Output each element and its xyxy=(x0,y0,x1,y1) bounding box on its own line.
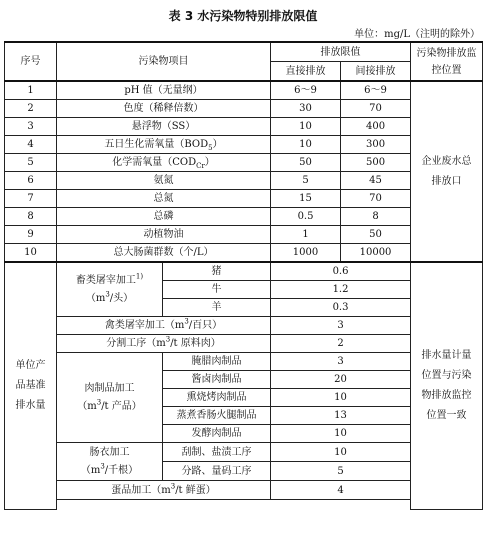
row-direct: 10 xyxy=(271,136,341,154)
row-no: 6 xyxy=(5,172,57,190)
row-item: 悬浮物（SS） xyxy=(57,118,271,136)
casing-value: 10 xyxy=(271,443,411,462)
row-direct: 50 xyxy=(271,154,341,172)
row-indirect: 500 xyxy=(341,154,411,172)
row-no: 3 xyxy=(5,118,57,136)
row-no: 4 xyxy=(5,136,57,154)
row-item: 五日生化需氧量$(BOD_5)$ xyxy=(57,136,271,154)
livestock-value: 0.6 xyxy=(271,262,411,281)
row-direct: 5 xyxy=(271,172,341,190)
row-no: 9 xyxy=(5,226,57,244)
row-item: 氨氮 xyxy=(57,172,271,190)
row-no: 10 xyxy=(5,244,57,263)
row-direct: 15 xyxy=(271,190,341,208)
meat-value: 3 xyxy=(271,353,411,371)
header-seq: 序号 xyxy=(5,42,57,81)
row-indirect: 45 xyxy=(341,172,411,190)
row-indirect: 70 xyxy=(341,190,411,208)
header-item: 污染物项目 xyxy=(57,42,271,81)
casing-item: 刮制、盐渍工序 xyxy=(163,443,271,462)
cutting-label: 分割工序（$m^3/t$ 原料肉） xyxy=(57,335,271,353)
livestock-item: 牛 xyxy=(163,281,271,299)
row-direct: 30 xyxy=(271,100,341,118)
meat-value: 13 xyxy=(271,407,411,425)
meat-label: 肉制品加工 （$m^3/t$ 产品） xyxy=(57,353,163,443)
row-item: 色度（稀释倍数） xyxy=(57,100,271,118)
header-monitor: 污染物排放监控位置 xyxy=(411,42,483,81)
livestock-value: 1.2 xyxy=(271,281,411,299)
header-direct: 直接排放 xyxy=(271,62,341,82)
livestock-item: 羊 xyxy=(163,299,271,317)
unit-section-monitor: 排水量计量位置与污染物排放监控位置一致 xyxy=(411,262,483,509)
casing-label: 肠衣加工 （$m^3/$千根） xyxy=(57,443,163,481)
table-title: 表 3 水污染物特别排放限值 xyxy=(168,9,318,23)
header-limits: 排放限值 xyxy=(271,42,411,62)
row-item: 动植物油 xyxy=(57,226,271,244)
unit-section-label: 单位产品基准排水量 xyxy=(5,262,57,509)
table-continuation xyxy=(57,500,411,510)
row-item: pH 值（无量纲） xyxy=(57,81,271,100)
row-item: 化学需氧量$(COD_{Cr})$ xyxy=(57,154,271,172)
row-direct: 1000 xyxy=(271,244,341,263)
livestock-label: 畜类屠宰加工$^{1)}$ （$m^3/$头） xyxy=(57,262,163,317)
header-indirect: 间接排放 xyxy=(341,62,411,82)
row-indirect: 400 xyxy=(341,118,411,136)
livestock-value: 0.3 xyxy=(271,299,411,317)
row-no: 2 xyxy=(5,100,57,118)
meat-item: 酱卤肉制品 xyxy=(163,371,271,389)
egg-label: 蛋品加工（$m^3/t$ 鲜蛋） xyxy=(57,481,271,500)
meat-item: 发酵肉制品 xyxy=(163,425,271,443)
row-item: 总大肠菌群数（个/L） xyxy=(57,244,271,263)
egg-value: 4 xyxy=(271,481,411,500)
monitor-top: 企业废水总排放口 xyxy=(411,81,483,262)
row-indirect: 300 xyxy=(341,136,411,154)
livestock-item: 猪 xyxy=(163,262,271,281)
row-direct: 6～9 xyxy=(271,81,341,100)
meat-value: 10 xyxy=(271,425,411,443)
row-indirect: 8 xyxy=(341,208,411,226)
row-indirect: 10000 xyxy=(341,244,411,263)
meat-value: 20 xyxy=(271,371,411,389)
emission-limits-table xyxy=(4,41,483,510)
row-no: 5 xyxy=(5,154,57,172)
row-indirect: 50 xyxy=(341,226,411,244)
row-item: 总磷 xyxy=(57,208,271,226)
poultry-label: 禽类屠宰加工（$m^3/$百只） xyxy=(57,317,271,335)
casing-value: 5 xyxy=(271,462,411,481)
row-no: 7 xyxy=(5,190,57,208)
row-no: 1 xyxy=(5,81,57,100)
row-item: 总氮 xyxy=(57,190,271,208)
casing-item: 分路、量码工序 xyxy=(163,462,271,481)
row-direct: 0.5 xyxy=(271,208,341,226)
row-indirect: 70 xyxy=(341,100,411,118)
meat-item: 蒸煮香肠火腿制品 xyxy=(163,407,271,425)
poultry-value: 3 xyxy=(271,317,411,335)
meat-item: 熏烧烤肉制品 xyxy=(163,389,271,407)
meat-item: 腌腊肉制品 xyxy=(163,353,271,371)
cutting-value: 2 xyxy=(271,335,411,353)
meat-value: 10 xyxy=(271,389,411,407)
row-direct: 10 xyxy=(271,118,341,136)
row-no: 8 xyxy=(5,208,57,226)
row-indirect: 6～9 xyxy=(341,81,411,100)
unit-note: 单位：mg/L（注明的除外） xyxy=(354,29,480,40)
row-direct: 1 xyxy=(271,226,341,244)
